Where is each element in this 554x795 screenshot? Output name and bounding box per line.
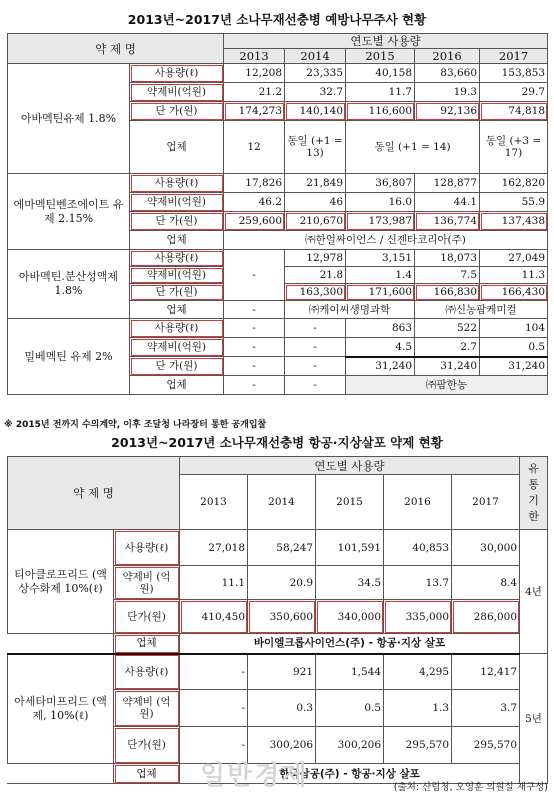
header-expiry: 유 통 기 한 bbox=[520, 457, 548, 530]
table2-title: 2013년~2017년 소나무재선충병 항공·지상살포 약제 현황 bbox=[111, 435, 443, 450]
cell-value: 11.7 bbox=[346, 83, 415, 102]
cell-value: 1,544 bbox=[316, 654, 384, 690]
header-year: 2017 bbox=[452, 475, 520, 530]
cell-value: 55.9 bbox=[480, 193, 548, 212]
cell-value: 1.4 bbox=[346, 267, 415, 284]
cell-value: - bbox=[285, 357, 346, 376]
cell-value: 0.3 bbox=[248, 690, 316, 727]
cell-value: 163,300 bbox=[285, 284, 346, 301]
cell-value: 174,273 bbox=[224, 102, 285, 121]
header-year: 2015 bbox=[316, 475, 384, 530]
cell-value: 16.0 bbox=[346, 193, 415, 212]
cell-value: 4,295 bbox=[384, 654, 452, 690]
row-label-usage: 사용량(ℓ) bbox=[130, 64, 224, 83]
cell-value: 46.2 bbox=[224, 193, 285, 212]
drug-name: 아세타미프리드 (액제, 10%(ℓ) bbox=[8, 654, 114, 764]
row-label-unit-price: 단 가(원) bbox=[130, 357, 224, 376]
cell-value: 30,000 bbox=[452, 530, 520, 566]
row-label-usage: 사용량(ℓ) bbox=[114, 530, 180, 566]
cell-value: 153,853 bbox=[480, 64, 548, 83]
cell-value: 23,335 bbox=[285, 64, 346, 83]
cell-value: 171,600 bbox=[346, 284, 415, 301]
cell-value: 58,247 bbox=[248, 530, 316, 566]
cell-value: 128,877 bbox=[415, 174, 480, 193]
cell-value: 116,600 bbox=[346, 102, 415, 121]
row-label-unit-price: 단 가(원) bbox=[130, 212, 224, 231]
cell-value: 21.8 bbox=[285, 267, 346, 284]
cell-value: 36,807 bbox=[346, 174, 415, 193]
vendor-names: ㈜팜한농 bbox=[346, 376, 548, 395]
cell-value: 31,240 bbox=[346, 357, 415, 376]
watermark: 일반경제 bbox=[200, 761, 309, 791]
vendor-count: 동일 (+1 = 13) bbox=[285, 121, 346, 174]
row-label-vendor: 업체 bbox=[130, 376, 224, 395]
cell-value: 11.3 bbox=[480, 267, 548, 284]
header-drug-name: 약 제 명 bbox=[8, 457, 180, 530]
row-label-cost: 약제비(억원) bbox=[130, 83, 224, 102]
cell-value: 17,826 bbox=[224, 174, 285, 193]
row-label-cost: 약제비(억원) bbox=[130, 338, 224, 357]
row-label-usage: 사용량(ℓ) bbox=[130, 250, 224, 267]
header-year: 2014 bbox=[248, 475, 316, 530]
cell-value: - bbox=[224, 357, 285, 376]
vendor-empty: - bbox=[224, 376, 285, 395]
cell-value: 295,570 bbox=[384, 727, 452, 764]
cell-value: - bbox=[180, 654, 248, 690]
cell-value: 46 bbox=[285, 193, 346, 212]
header-year: 2013 bbox=[224, 49, 285, 64]
cell-value: 21.2 bbox=[224, 83, 285, 102]
cell-value: 166,430 bbox=[480, 284, 548, 301]
cell-value: 74,818 bbox=[480, 102, 548, 121]
cell-value: 34.5 bbox=[316, 566, 384, 600]
cell-value: 83,660 bbox=[415, 64, 480, 83]
cell-value: 136,774 bbox=[415, 212, 480, 231]
cell-value: 101,591 bbox=[316, 530, 384, 566]
cell-value: 1.3 bbox=[384, 690, 452, 727]
row-label-vendor: 업체 bbox=[130, 121, 224, 174]
header-year: 2013 bbox=[180, 475, 248, 530]
header-year: 2015 bbox=[346, 49, 415, 64]
cell-value: 18,073 bbox=[415, 250, 480, 267]
cell-value: 32.7 bbox=[285, 83, 346, 102]
cell-value: 300,206 bbox=[248, 727, 316, 764]
cell-value: 340,000 bbox=[316, 600, 384, 634]
cell-value: 11.1 bbox=[180, 566, 248, 600]
cell-value: 40,853 bbox=[384, 530, 452, 566]
cell-value: 12,208 bbox=[224, 64, 285, 83]
vendor-names: ㈜케이씨생명과학 bbox=[285, 301, 415, 319]
cell-value: 137,438 bbox=[480, 212, 548, 231]
header-year: 2017 bbox=[480, 49, 548, 64]
row-label-unit-price: 단가(원) bbox=[114, 727, 180, 764]
cell-value: 44.1 bbox=[415, 193, 480, 212]
row-label-unit-price: 단 가(원) bbox=[130, 102, 224, 121]
expiry-value: 5년 bbox=[520, 654, 548, 784]
cell-value: 31,240 bbox=[415, 357, 480, 376]
header-year: 2016 bbox=[384, 475, 452, 530]
vendor-names: 한국삼공(주) - 항공·지상 살포 bbox=[180, 764, 520, 784]
row-label-cost: 약제비(억원) bbox=[130, 193, 224, 212]
vendor-count: 동일 (+1 = 14) bbox=[346, 121, 480, 174]
vendor-count: 동일 (+3 = 17) bbox=[480, 121, 548, 174]
cell-value: 8.4 bbox=[452, 566, 520, 600]
vendor-names: 바이엘크롭사이언스(주) - 항공·지상 살포 bbox=[180, 634, 520, 654]
cell-value: 3.7 bbox=[452, 690, 520, 727]
cell-value: - bbox=[224, 250, 285, 301]
cell-value: 259,600 bbox=[224, 212, 285, 231]
cell-value: 300,206 bbox=[316, 727, 384, 764]
cell-value: 166,830 bbox=[415, 284, 480, 301]
cell-value: 29.7 bbox=[480, 83, 548, 102]
row-label-usage: 사용량(ℓ) bbox=[130, 319, 224, 338]
cell-value: - bbox=[180, 690, 248, 727]
cell-value: 21,849 bbox=[285, 174, 346, 193]
cell-value: 4.5 bbox=[346, 338, 415, 357]
cell-value: 335,000 bbox=[384, 600, 452, 634]
cell-value: - bbox=[285, 338, 346, 357]
cell-value: 20.9 bbox=[248, 566, 316, 600]
cell-value: 350,600 bbox=[248, 600, 316, 634]
cell-value: 295,570 bbox=[452, 727, 520, 764]
cell-value: 12,978 bbox=[285, 250, 346, 267]
row-label-vendor: 업체 bbox=[130, 231, 224, 250]
cell-value: 3,151 bbox=[346, 250, 415, 267]
row-label-unit-price: 단가(원) bbox=[114, 600, 180, 634]
blank-cell bbox=[8, 764, 114, 784]
cell-value: 27,049 bbox=[480, 250, 548, 267]
vendor-empty: - bbox=[285, 376, 346, 395]
cell-value: 13.7 bbox=[384, 566, 452, 600]
vendor-names: ㈜한얼싸이언스 / 신젠타코리아(주) bbox=[224, 231, 548, 250]
row-label-vendor: 업체 bbox=[130, 301, 224, 319]
cell-value: 0.5 bbox=[480, 338, 548, 357]
header-year: 2016 bbox=[415, 49, 480, 64]
source-note: (출처: 산림청, 오영훈 의원실 재구성) bbox=[393, 782, 548, 793]
cell-value: 863 bbox=[346, 319, 415, 338]
drug-name: 에마멕틴벤조에이트 유제 2.15% bbox=[8, 174, 130, 250]
row-label-unit-price: 단 가(원) bbox=[130, 284, 224, 301]
table2 bbox=[7, 456, 548, 784]
header-yearly-usage: 연도별 사용량 bbox=[224, 34, 548, 49]
table1-title: 2013년~2017년 소나무재선충병 예방나무주사 현황 bbox=[127, 12, 427, 27]
drug-name: 아바멕틴.분산성액제1.8% bbox=[8, 250, 130, 319]
drug-name: 티아클로프리드 (액상수화제 10%(ℓ) bbox=[8, 530, 114, 634]
cell-value: - bbox=[224, 338, 285, 357]
cell-value: 2.7 bbox=[415, 338, 480, 357]
cell-value: 162,820 bbox=[480, 174, 548, 193]
row-label-vendor: 업체 bbox=[114, 764, 180, 784]
cell-value: 104 bbox=[480, 319, 548, 338]
cell-value: - bbox=[224, 319, 285, 338]
cell-value: 12,417 bbox=[452, 654, 520, 690]
cell-value: 522 bbox=[415, 319, 480, 338]
header-drug-name: 약 제 명 bbox=[8, 34, 224, 64]
cell-value: - bbox=[180, 727, 248, 764]
cell-value: 40,158 bbox=[346, 64, 415, 83]
expiry-value: 4년 bbox=[520, 530, 548, 654]
vendor-count: 12 bbox=[224, 121, 285, 174]
drug-name: 밀베멕틴 유제 2% bbox=[8, 319, 130, 395]
drug-name: 아바멕틴유제 1.8% bbox=[8, 64, 130, 174]
row-label-cost: 약제비 (억원) bbox=[114, 566, 180, 600]
cell-value: 7.5 bbox=[415, 267, 480, 284]
row-label-cost: 약제비(억원) bbox=[130, 267, 224, 284]
cell-value: 140,140 bbox=[285, 102, 346, 121]
cell-value: 27,018 bbox=[180, 530, 248, 566]
cell-value: 173,987 bbox=[346, 212, 415, 231]
row-label-cost: 약제비 (억원) bbox=[114, 690, 180, 727]
cell-value: 92,136 bbox=[415, 102, 480, 121]
row-label-usage: 사용량(ℓ) bbox=[114, 654, 180, 690]
header-yearly-usage: 연도별 사용량 bbox=[180, 457, 520, 475]
cell-value: 19.3 bbox=[415, 83, 480, 102]
cell-value: 210,670 bbox=[285, 212, 346, 231]
cell-value: - bbox=[285, 319, 346, 338]
row-label-usage: 사용량(ℓ) bbox=[130, 174, 224, 193]
footnote: ※ 2015년 전까지 수의계약, 이후 조달청 나라장터 통한 공개입찰 bbox=[4, 420, 267, 430]
cell-value: 0.5 bbox=[316, 690, 384, 727]
blank-cell bbox=[8, 634, 114, 654]
cell-value: 31,240 bbox=[480, 357, 548, 376]
vendor-names: ㈜신농팜케미컬 bbox=[415, 301, 548, 319]
cell-value: 921 bbox=[248, 654, 316, 690]
cell-value: 410,450 bbox=[180, 600, 248, 634]
cell-value: 286,000 bbox=[452, 600, 520, 634]
header-year: 2014 bbox=[285, 49, 346, 64]
vendor-empty: - bbox=[224, 301, 285, 319]
table1 bbox=[7, 33, 548, 395]
row-label-vendor: 업체 bbox=[114, 634, 180, 654]
